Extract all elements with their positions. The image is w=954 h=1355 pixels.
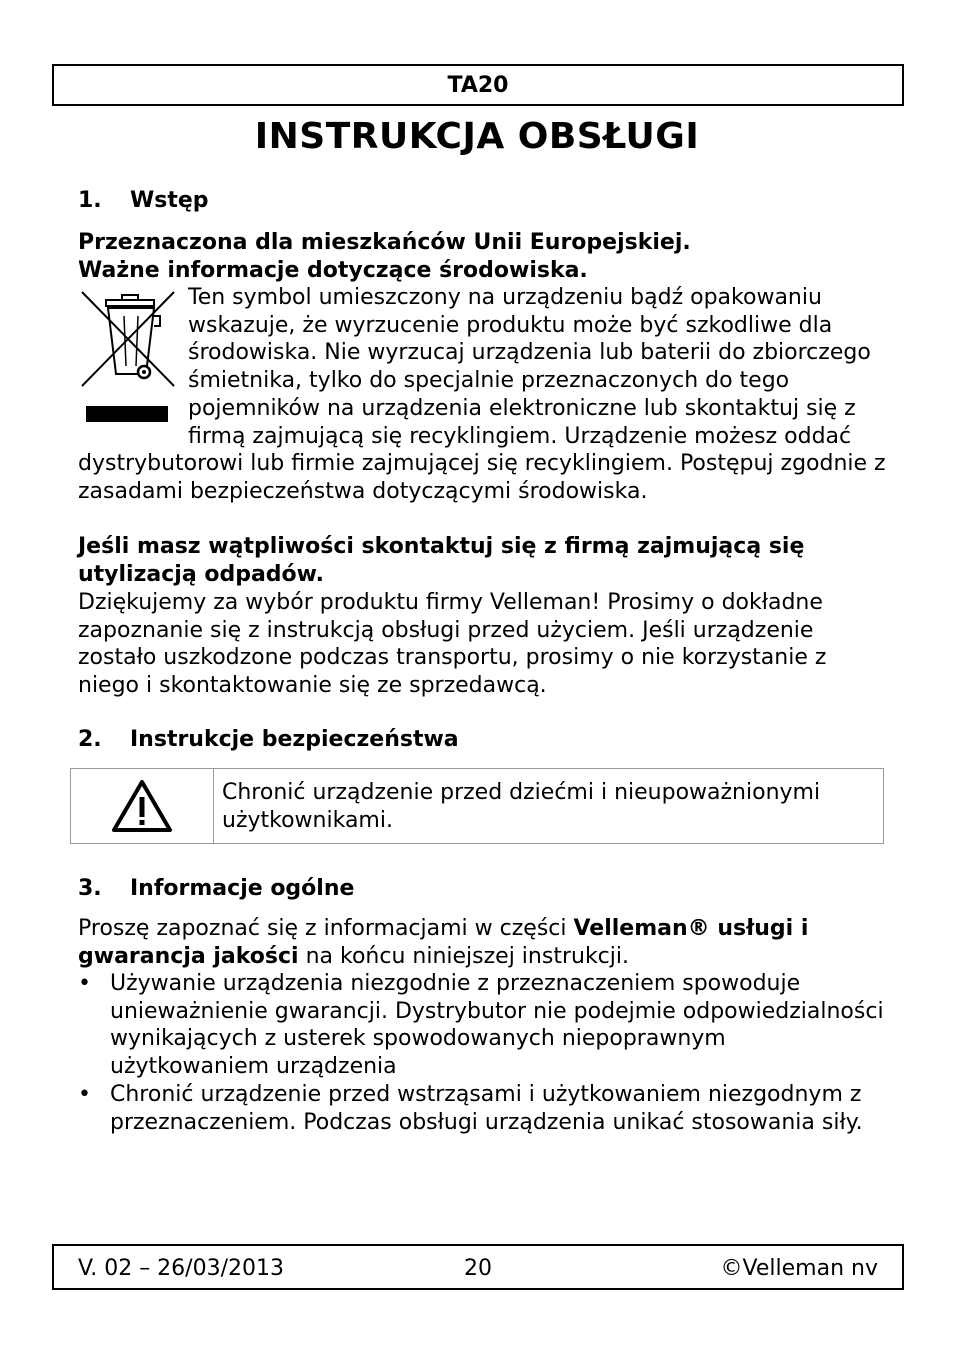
bullet-symbol: • <box>78 1081 91 1107</box>
warning-triangle-icon <box>111 779 173 833</box>
weee-crossed-bin-icon <box>78 286 178 426</box>
general-intro-post: na końcu niniejszej instrukcji. <box>298 943 629 969</box>
list-item <box>78 1081 888 1136</box>
footer-page-number: 20 <box>464 1256 492 1281</box>
footer <box>52 1244 904 1290</box>
doubt-notice: Jeśli masz wątpliwości skontaktuj się z firmą zajmującą się utylizacją odpadów. <box>78 534 805 587</box>
section-2-title: Instrukcje bezpieczeństwa <box>130 727 459 752</box>
bullet-text: Używanie urządzenia niezgodnie z przeznaczeniem spowoduje unieważnienie gwarancji. Dystrybutor nie podejmie odpowiedzialności wynikających z usterek spowodowanych niepoprawnym użytkowaniem urządzenia <box>110 971 884 1080</box>
eu-notice-line1: Przeznaczona dla mieszkańców Unii Europejskiej. <box>78 230 691 255</box>
header-model-box <box>52 64 904 106</box>
section-1-number: 1. <box>78 188 102 213</box>
bullet-symbol: • <box>78 971 91 996</box>
eu-notice-line2: Ważne informacje dotyczące środowiska. <box>78 257 588 283</box>
bullet-text: Chronić urządzenie przed wstrząsami i użytkowaniem niezgodnym z przeznaczeniem. Podczas obsługi urządzenia unikać stosowania siły. <box>110 1081 863 1135</box>
section-1-title: Wstęp <box>130 188 209 213</box>
section-1-heading <box>78 188 209 213</box>
model-name: TA20 <box>447 72 509 98</box>
weee-text: Ten symbol umieszczony na urządzeniu bądź opakowaniu wskazuje, że wyrzucenie produktu może być szkodliwe dla środowiska. Nie wyrzucaj urządzenia lub baterii do zbiorczego śmietnika, tylko do specjalnie przeznaczonych do tego pojemników na urządzenia elektroniczne lub skontaktuj się z firmą zajmującą się recyklingiem. Urządzenie możesz oddać dystrybutorowi lub firmie zajmującej się recyklingiem. Postępuj zgodnie z zasadami bezpieczeństwa dotyczącymi środowiska. <box>78 285 886 504</box>
general-bullet-list <box>78 970 888 1136</box>
section-3-heading <box>78 876 354 901</box>
weee-paragraph <box>78 284 898 506</box>
safety-icon-cell <box>71 769 214 843</box>
section-2-heading <box>78 727 459 752</box>
general-intro-bold: Velleman® usługi i gwarancja jakości <box>78 916 809 969</box>
section-3-number: 3. <box>78 876 102 901</box>
section-2-number: 2. <box>78 727 102 752</box>
safety-text: Chronić urządzenie przed dziećmi i nieupoważnionymi użytkownikami. <box>222 780 821 833</box>
list-item <box>78 970 888 1081</box>
safety-table <box>70 768 884 844</box>
thanks-paragraph: Dziękujemy za wybór produktu firmy Velleman! Prosimy o dokładne zapoznanie się z instrukcją obsługi przed użyciem. Jeśli urządzenie zostało uszkodzone podczas transportu, prosimy o nie korzystanie z niego i skontaktowanie się ze sprzedawcą. <box>78 590 827 699</box>
general-intro <box>78 915 868 970</box>
general-intro-pre: Proszę zapoznać się z informacjami w części <box>78 916 574 941</box>
footer-version: V. 02 – 26/03/2013 <box>78 1256 284 1281</box>
eu-notice <box>78 229 878 284</box>
page-title: INSTRUKCJA OBSŁUGI <box>254 116 700 157</box>
section-3-title: Informacje ogólne <box>130 876 355 901</box>
footer-copyright: ©Velleman nv <box>720 1256 878 1281</box>
